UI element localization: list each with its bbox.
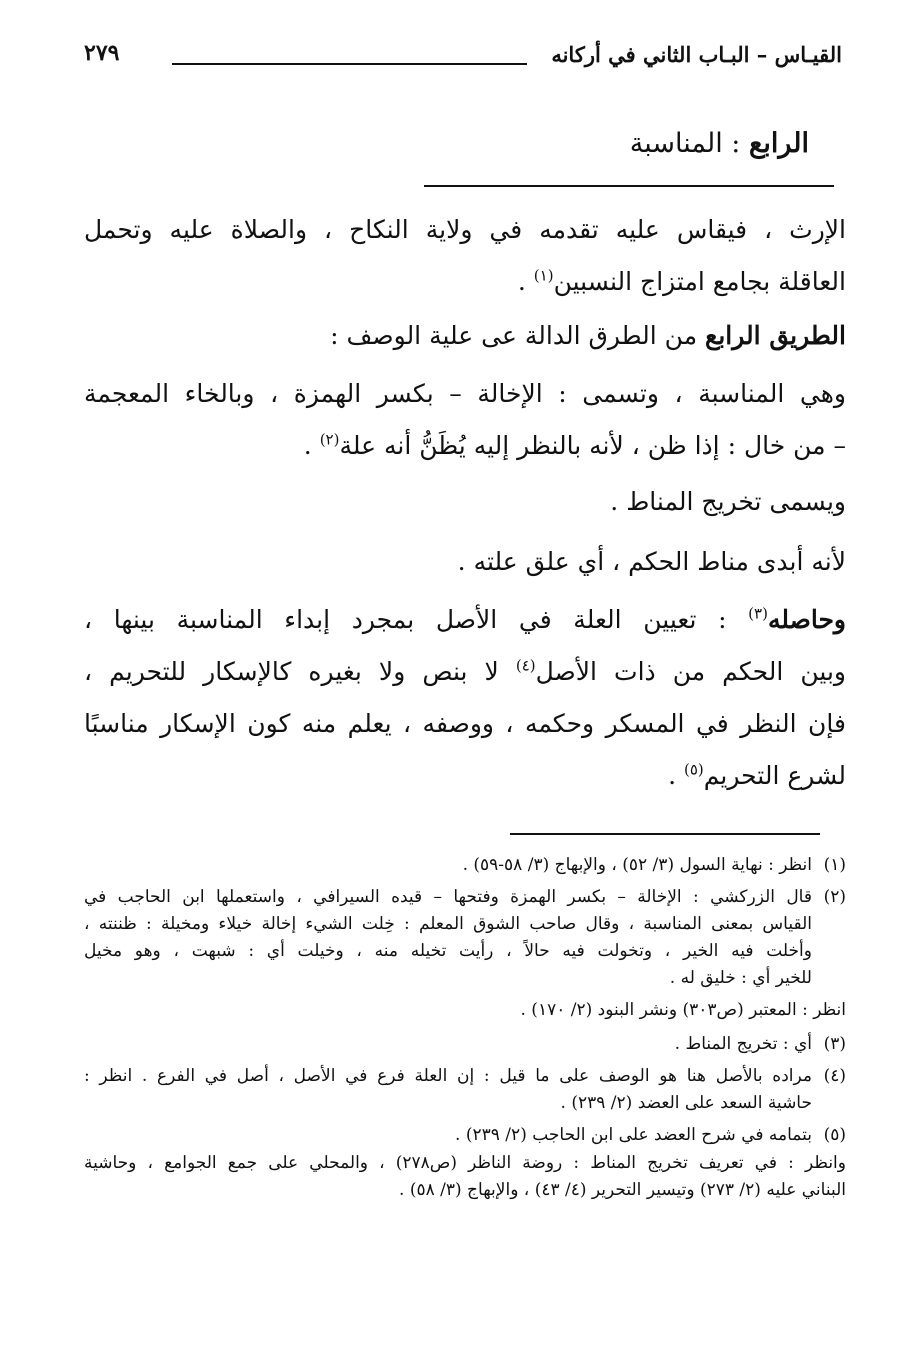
footnote-5-continued: وانظر : في تعريف تخريج المناط : روضة الناظر (ص٢٧٨) ، والمحلي على جمع الجوامع ، وحاشية البناني عليه (٢/ ٢٧٣) وتيسير التحرير (٤/ ٤٣) ، والإبهاج (٣/ ٥٨) . bbox=[84, 1153, 846, 1200]
method-heading-bold: الطريق الرابع bbox=[705, 321, 846, 350]
footnote-number: (٤) bbox=[823, 1066, 846, 1086]
paragraph-line: فإن النظر في المسكر وحكمه ، ووصفه ، يعلم منه كون الإسكار مناسبًا bbox=[84, 709, 846, 738]
footnote-ref: (٣) bbox=[748, 604, 768, 623]
footnote-number: (٥) bbox=[823, 1125, 846, 1145]
footnote-1: (١) انظر : نهاية السول (٣/ ٥٢) ، والإبهاج (٣/ ٥٨-٥٩) . bbox=[84, 852, 846, 879]
paragraph-line: وحاصله$^{(٣)}$ : تعيين العلة في الأصل بمجرد إبداء المناسبة بينها ، bbox=[84, 604, 846, 634]
footnote-2: (٢) قال الزركشي : الإخالة – بكسر الهمزة وفتحها – قيده السيرافي ، واستعملها ابن الحاجب في القياس بمعنى المناسبة ، وقال صاحب الشوق المعلم : خِلت الشيء إخالة خيلاء ومخيلة : ظننته ، وأخلت فيه الخير ، وتخولت فيه حالاً ، رأيت تخيله منه ، وخيلت أي : شبهت ، وهو مخيل للخير أي : خليق له . bbox=[84, 884, 846, 992]
paragraph-line: وبين الحكم من ذات الأصل$^{(٤)}$ لا بنص ولا بغيره كالإسكار للتحريم ، bbox=[84, 656, 846, 686]
running-head: القيـاس – البـاب الثاني في أركانه bbox=[551, 42, 842, 67]
paragraph-2 bbox=[84, 368, 846, 472]
paragraph-1 bbox=[84, 204, 846, 308]
footnote-3: (٣) أي : تخريج المناط . bbox=[84, 1031, 846, 1058]
footnote-ref: (٢) bbox=[319, 430, 340, 449]
header-rule bbox=[172, 63, 527, 65]
paragraph-line: – من خال : إذا ظن ، لأنه بالنظر إليه يُظَنُّ أنه علة$^{(٢)}$ . bbox=[303, 430, 846, 460]
footnote-ref: (١) bbox=[533, 266, 554, 285]
section-title bbox=[630, 128, 809, 159]
footnote-number: (٣) bbox=[823, 1034, 846, 1054]
paragraph-line: وهي المناسبة ، وتسمى : الإخالة – بكسر الهمزة ، وبالخاء المعجمة bbox=[84, 379, 846, 408]
footnote-2-reference: انظر : المعتبر (ص٣٠٣) ونشر البنود (٢/ ١٧٠) . bbox=[520, 1000, 846, 1020]
paragraph-line: الإرث ، فيقاس عليه تقدمه في ولاية النكاح ، والصلاة عليه وتحمل bbox=[84, 215, 846, 244]
footnote-ref: (٤) bbox=[515, 656, 536, 675]
paragraph-line: العاقلة بجامع امتزاج النسبين$^{(١)}$ . bbox=[517, 266, 846, 296]
paragraph-5 bbox=[84, 594, 846, 802]
footnotes bbox=[84, 852, 846, 1204]
method-heading: الطريق الرابع من الطرق الدالة عى علية الوصف : bbox=[330, 321, 846, 350]
footnote-5: (٥) بتمامه في شرح العضد على ابن الحاجب (٢/ ٢٣٩) . bbox=[84, 1122, 846, 1149]
footnote-number: (١) bbox=[823, 855, 846, 875]
section-rule bbox=[424, 185, 834, 187]
section-title-rest: : المناسبة bbox=[629, 128, 749, 159]
paragraph-4: لأنه أبدى مناط الحكم ، أي علق علته . bbox=[457, 547, 846, 576]
paragraph-3: ويسمى تخريج المناط . bbox=[610, 487, 846, 516]
footnote-number: (٢) bbox=[823, 887, 846, 907]
section-title-bold: الرابع bbox=[748, 128, 809, 159]
footnote-rule bbox=[510, 833, 820, 835]
footnote-4: (٤) مراده بالأصل هنا هو الوصف على ما قيل : إن العلة فرع في الأصل ، أصل في الفرع . انظر : حاشية السعد على العضد (٢/ ٢٣٩) . bbox=[84, 1063, 846, 1117]
paragraph-line: لشرع التحريم$^{(٥)}$ . bbox=[668, 760, 846, 790]
footnote-ref: (٥) bbox=[684, 760, 704, 779]
page-number: ٢٧٩ bbox=[84, 40, 120, 66]
